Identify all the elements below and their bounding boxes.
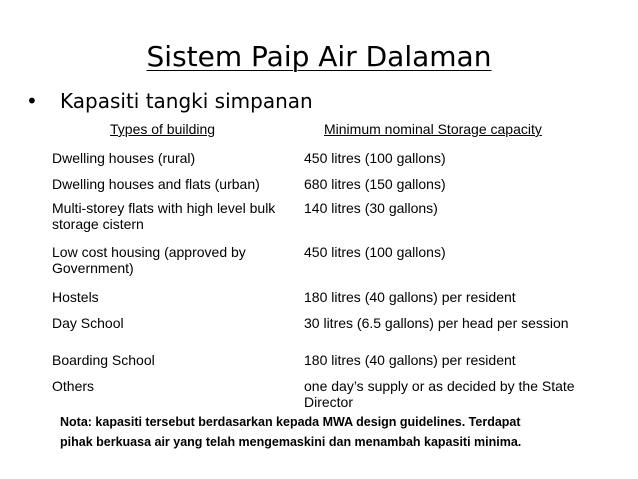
capacity-cell: 30 litres (6.5 gallons) per head per session (304, 315, 569, 331)
footnote (60, 412, 620, 452)
header-storage-capacity: Minimum nominal Storage capacity (324, 121, 542, 137)
bullet-dot: • (26, 89, 38, 113)
building-type-cell: Dwelling houses (rural) (52, 150, 196, 166)
building-type-cell: Hostels (52, 289, 99, 305)
capacity-cell: 140 litres (30 gallons) (304, 200, 438, 216)
capacity-cell: 450 litres (100 gallons) (304, 244, 446, 260)
footnote-line-2: pihak berkuasa air yang telah mengemaskini dan menambah kapasiti minima. (60, 435, 522, 449)
building-type-cell: Day School (52, 315, 124, 331)
bullet-item (26, 88, 313, 114)
capacity-cell: 680 litres (150 gallons) (304, 176, 446, 192)
capacity-cell: 450 litres (100 gallons) (304, 150, 446, 166)
slide-title: Sistem Paip Air Dalaman (146, 40, 492, 73)
capacity-cell: 180 litres (40 gallons) per resident (304, 352, 516, 368)
header-types-of-building: Types of building (110, 121, 216, 137)
bullet-text: Kapasiti tangki simpanan (60, 89, 313, 113)
capacity-cell: one day’s supply or as decided by the State Director (304, 378, 575, 410)
capacity-cell: 180 litres (40 gallons) per resident (304, 289, 516, 305)
building-type-cell: Dwelling houses and flats (urban) (52, 176, 260, 192)
building-type-cell: Multi-storey flats with high level bulk storage cistern (52, 200, 276, 232)
building-type-cell: Boarding School (52, 352, 155, 368)
building-type-cell: Low cost housing (approved by Government) (52, 244, 246, 276)
footnote-line-1: Nota: kapasiti tersebut berdasarkan kepada MWA design guidelines. Terdapat (60, 415, 521, 429)
building-type-cell: Others (52, 378, 95, 394)
